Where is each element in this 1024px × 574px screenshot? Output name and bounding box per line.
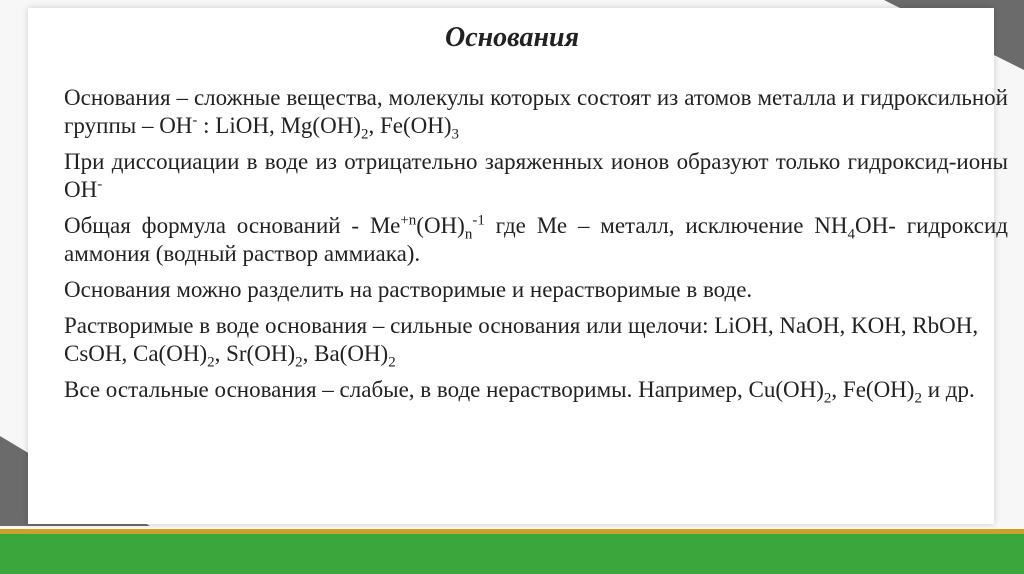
subscript: 2 — [388, 354, 396, 371]
superscript: - — [97, 176, 103, 193]
text-run: Все остальные основания – слабые, в воде нерастворимы. Например, Cu(OH) — [64, 377, 824, 402]
slide-title: Основания — [444, 22, 580, 53]
subscript: 2 — [295, 354, 303, 371]
subscript: 3 — [451, 126, 460, 143]
paragraph-general-formula — [64, 212, 1008, 268]
text-run: Растворимые в воде основания – сильные основания или щелочи: LiOH, NaOH, KOH, RbOH, CsOH, Ca(OH) — [64, 313, 979, 366]
text-run: и др. — [921, 377, 975, 402]
subscript: 2 — [823, 390, 832, 407]
subscript: 2 — [207, 354, 215, 371]
green-footer-bar — [0, 534, 1024, 574]
paragraph-soluble — [64, 312, 1008, 371]
paragraph-classification — [64, 276, 1008, 304]
text-run: Основания можно разделить на растворимые и нерастворимые в воде. — [64, 277, 753, 302]
text-run: : LiOH, Mg(OH) — [197, 113, 361, 138]
slide-body — [64, 84, 1008, 412]
text-run: , Ba(OH) — [302, 341, 389, 366]
text-run: Основания – сложные вещества, молекулы которых состоят из атомов металла и гидроксильной группы – ОН — [64, 85, 1008, 138]
text-run: При диссоциации в воде из отрицательно заряженных ионов образуют только гидроксид-ионы ОН — [64, 149, 1008, 202]
paragraph-dissociation — [64, 148, 1008, 204]
superscript: -1 — [472, 212, 485, 229]
text-run: (ОН) — [416, 213, 465, 238]
paragraph-definition — [64, 84, 1008, 143]
superscript: - — [192, 112, 198, 129]
subscript: 4 — [847, 226, 856, 243]
superscript: +n — [400, 212, 417, 229]
paragraph-insoluble — [64, 376, 1008, 407]
text-run: где Ме – металл, исключение NH — [484, 213, 848, 238]
text-run: , Fe(OH) — [368, 113, 452, 138]
text-run: OH- гидроксид аммония (водный раствор аммиака). — [64, 213, 1009, 266]
subscript: 2 — [914, 390, 922, 407]
text-run: , Fe(OH) — [831, 377, 915, 402]
subscript: 2 — [360, 126, 369, 143]
subscript: n — [464, 226, 473, 243]
text-run: , Sr(OH) — [214, 341, 296, 366]
text-run: Общая формула оснований - Ме — [64, 213, 401, 238]
